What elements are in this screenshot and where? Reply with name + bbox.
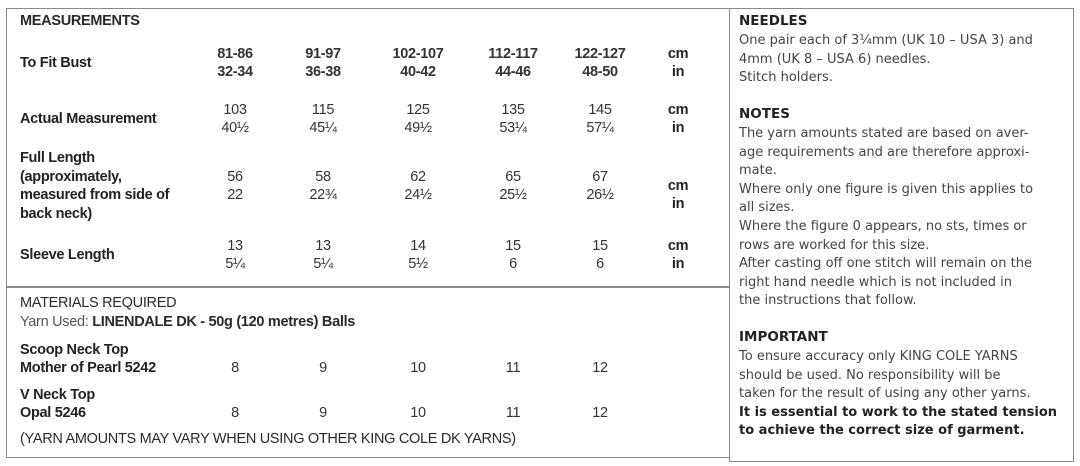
notes-line: Where the figure 0 appears, no sts, times or bbox=[739, 219, 1027, 234]
unit-in: in bbox=[671, 196, 685, 212]
value-cm: 115 bbox=[311, 102, 335, 118]
notes-heading: NOTES bbox=[739, 106, 790, 122]
value-cm: 112-117 bbox=[488, 46, 538, 62]
value-cm: 145 bbox=[588, 102, 612, 118]
ball-count: 9 bbox=[319, 360, 327, 376]
important-line: taken for the result of using any other yarns. bbox=[739, 386, 1031, 402]
needles-heading: NEEDLES bbox=[739, 13, 808, 29]
notes-line: Where only one figure is given this applies to bbox=[739, 181, 1034, 197]
value-in: 26½ bbox=[586, 187, 614, 203]
value-in: 49½ bbox=[404, 120, 432, 136]
item-title: Scoop Neck Top bbox=[20, 342, 129, 358]
row-label: Full Length bbox=[20, 150, 95, 166]
important-line: should be used. No responsibility will be bbox=[739, 367, 1001, 383]
value-in: 6 bbox=[509, 256, 517, 272]
item-colour: Opal 5246 bbox=[20, 405, 86, 421]
value-cm: 91-97 bbox=[305, 46, 341, 62]
value-cm: 67 bbox=[592, 169, 608, 185]
ball-count: 10 bbox=[410, 405, 426, 421]
value-in: 40-42 bbox=[400, 64, 436, 80]
important-bold-line: to achieve the correct size of garment. bbox=[739, 423, 1025, 439]
value-cm: 65 bbox=[505, 169, 521, 185]
value-in: 24½ bbox=[404, 187, 432, 203]
notes-line: After casting off one stitch will remain on the bbox=[739, 256, 1032, 272]
value-cm: 15 bbox=[592, 238, 608, 254]
value-cm: 81-86 bbox=[217, 46, 253, 62]
notes-line: the instructions that follow. bbox=[739, 293, 917, 309]
unit-cm: cm bbox=[667, 178, 689, 194]
notes-line: right hand needle which is not included in bbox=[739, 274, 1013, 290]
value-in: 45¼ bbox=[309, 120, 337, 136]
ball-count: 8 bbox=[231, 360, 239, 376]
value-cm: 62 bbox=[410, 169, 426, 185]
value-cm: 58 bbox=[315, 169, 331, 185]
unit-cm: cm bbox=[667, 102, 689, 118]
needles-line: One pair each of 3¼mm (UK 10 – USA 3) and bbox=[739, 33, 1033, 48]
unit-in: in bbox=[671, 256, 685, 272]
value-in: 57¼ bbox=[586, 120, 614, 136]
yarn-name: LINENDALE DK - 50g (120 metres) Balls bbox=[92, 314, 356, 330]
value-cm: 122-127 bbox=[574, 46, 626, 62]
ball-count: 8 bbox=[231, 405, 239, 421]
value-cm: 14 bbox=[410, 238, 426, 254]
needles-line: 4mm (UK 8 – USA 6) needles. bbox=[739, 51, 931, 67]
item-colour: Mother of Pearl 5242 bbox=[20, 360, 156, 376]
unit-cm: cm bbox=[667, 46, 689, 62]
value-in: 5¼ bbox=[225, 256, 245, 272]
measurements-heading: MEASUREMENTS bbox=[20, 13, 140, 29]
value-in: 5½ bbox=[408, 256, 428, 272]
value-in: 25½ bbox=[499, 187, 527, 203]
ball-count: 11 bbox=[505, 405, 521, 421]
value-in: 48-50 bbox=[582, 64, 618, 80]
ball-count: 12 bbox=[592, 405, 608, 421]
important-heading: IMPORTANT bbox=[739, 329, 828, 345]
yarn-prefix: Yarn Used: bbox=[20, 314, 89, 330]
unit-in: in bbox=[671, 120, 685, 136]
ball-count: 9 bbox=[319, 405, 327, 421]
value-cm: 13 bbox=[227, 238, 243, 254]
ball-count: 12 bbox=[592, 360, 608, 376]
value-in: 22¾ bbox=[309, 187, 337, 203]
row-label: To Fit Bust bbox=[20, 55, 92, 71]
needles-line: Stitch holders. bbox=[739, 70, 833, 86]
materials-note: (YARN AMOUNTS MAY VARY WHEN USING OTHER KING COLE DK YARNS) bbox=[20, 431, 516, 447]
value-cm: 102-107 bbox=[392, 46, 444, 62]
row-label: measured from side of bbox=[20, 187, 170, 203]
important-line: To ensure accuracy only KING COLE YARNS bbox=[739, 349, 1018, 364]
notes-line: age requirements and are therefore approxi- bbox=[739, 144, 1030, 160]
value-cm: 56 bbox=[227, 169, 243, 185]
value-in: 36-38 bbox=[305, 64, 341, 80]
value-cm: 125 bbox=[406, 102, 430, 118]
value-in: 22 bbox=[227, 187, 243, 203]
value-in: 40½ bbox=[221, 120, 249, 136]
notes-line: all sizes. bbox=[739, 200, 795, 216]
notes-line: The yarn amounts stated are based on aver- bbox=[739, 126, 1029, 141]
value-in: 44-46 bbox=[495, 64, 531, 80]
yarn-used bbox=[20, 314, 355, 330]
ball-count: 10 bbox=[410, 360, 426, 376]
unit-cm: cm bbox=[667, 238, 689, 254]
value-in: 6 bbox=[596, 256, 604, 272]
value-cm: 103 bbox=[223, 102, 247, 118]
row-label: back neck) bbox=[20, 205, 92, 222]
important-bold-line: It is essential to work to the stated tension bbox=[739, 404, 1058, 420]
notes-line: mate. bbox=[739, 163, 777, 179]
row-label: Sleeve Length bbox=[20, 247, 115, 263]
value-in: 53¼ bbox=[499, 120, 527, 136]
value-in: 32-34 bbox=[217, 64, 253, 80]
value-cm: 13 bbox=[315, 238, 331, 254]
notes-line: rows are worked for this size. bbox=[739, 237, 930, 253]
ball-count: 11 bbox=[505, 360, 521, 376]
value-in: 5¼ bbox=[313, 256, 333, 272]
row-label: Actual Measurement bbox=[20, 111, 157, 127]
unit-in: in bbox=[671, 64, 685, 80]
value-cm: 15 bbox=[505, 238, 521, 254]
row-label: (approximately, bbox=[20, 168, 122, 185]
materials-heading: MATERIALS REQUIRED bbox=[20, 295, 177, 311]
value-cm: 135 bbox=[501, 102, 525, 118]
item-title: V Neck Top bbox=[20, 387, 95, 403]
